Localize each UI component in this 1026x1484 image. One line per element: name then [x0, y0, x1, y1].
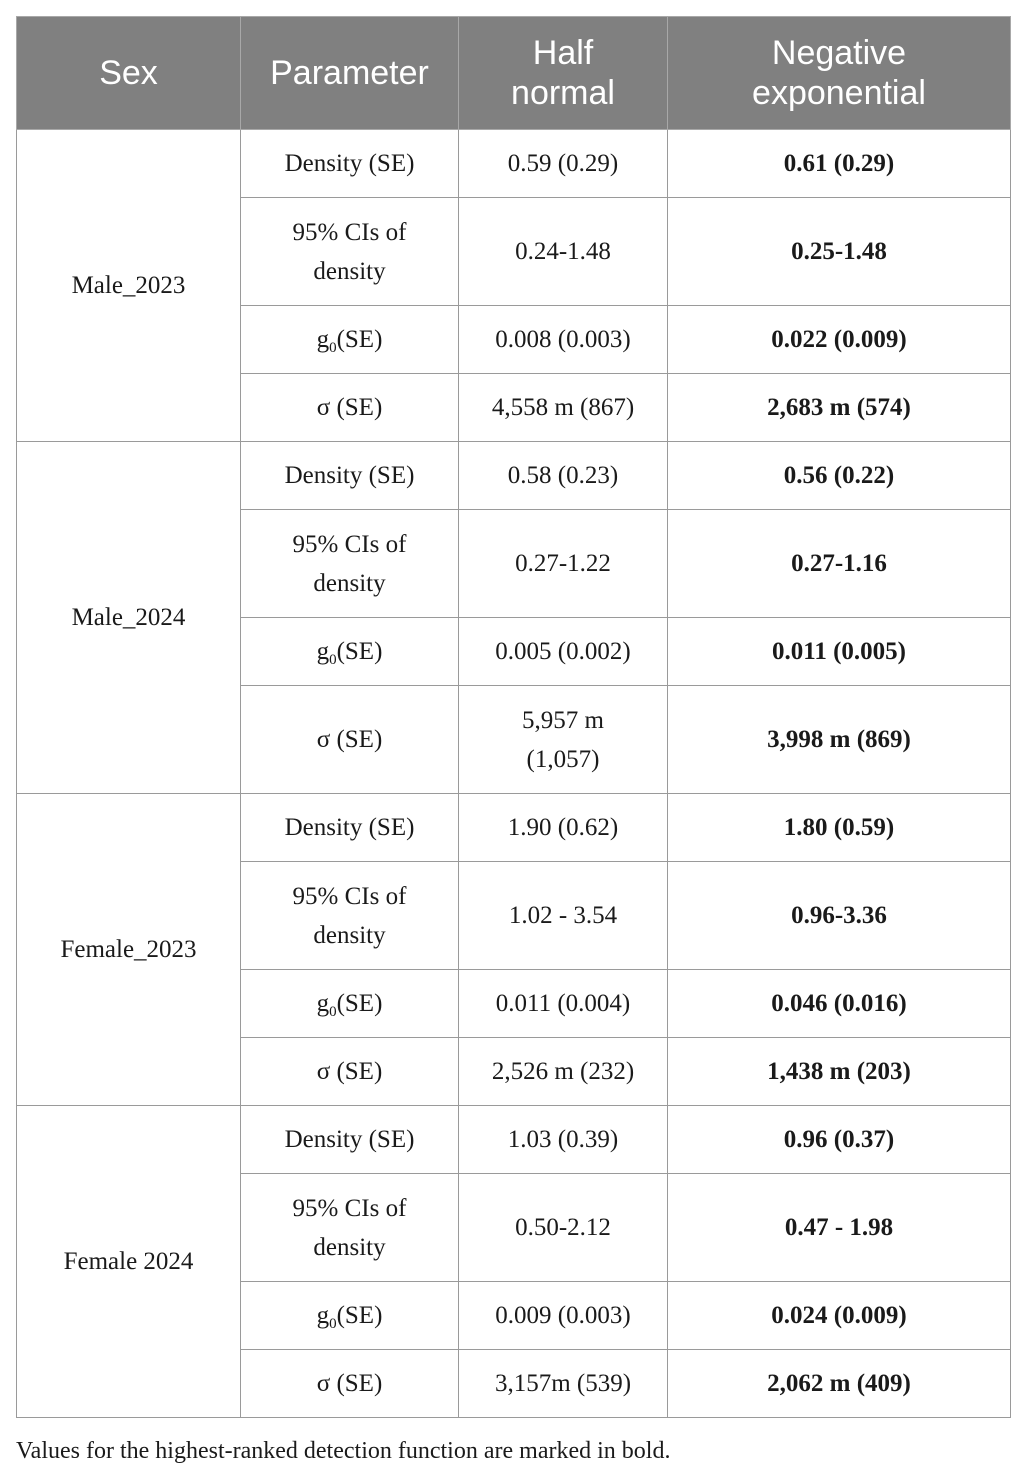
- negative-exponential-cell: 0.96 (0.37): [668, 1106, 1011, 1174]
- negative-exponential-cell: 2,062 m (409): [668, 1350, 1011, 1418]
- half-normal-cell: 1.90 (0.62): [459, 794, 668, 862]
- header-parameter: Parameter: [241, 17, 459, 130]
- parameter-cell: [241, 306, 459, 374]
- table-row: [17, 130, 1011, 198]
- header-half-normal: Half normal: [459, 17, 668, 130]
- parameter-cell: Density (SE): [241, 1106, 459, 1174]
- half-normal-cell: 0.005 (0.002): [459, 618, 668, 686]
- parameter-subscript: 0: [329, 652, 337, 668]
- sex-cell: Female 2024: [17, 1106, 241, 1418]
- half-normal-cell: 2,526 m (232): [459, 1038, 668, 1106]
- half-normal-cell: 0.011 (0.004): [459, 970, 668, 1038]
- parameter-base: g: [316, 990, 330, 1017]
- negative-exponential-cell: 3,998 m (869): [668, 686, 1011, 794]
- half-normal-cell: 0.58 (0.23): [459, 442, 668, 510]
- parameter-base: g: [316, 638, 330, 665]
- table-row: [17, 794, 1011, 862]
- half-normal-cell: 5,957 m (1,057): [459, 686, 668, 794]
- negative-exponential-cell: 0.046 (0.016): [668, 970, 1011, 1038]
- parameter-cell: Density (SE): [241, 794, 459, 862]
- parameter-subscript: 0: [329, 1004, 337, 1020]
- parameter-subscript: 0: [329, 340, 337, 356]
- parameter-tail: (SE): [336, 326, 383, 353]
- table-row: [17, 442, 1011, 510]
- parameter-cell: Density (SE): [241, 130, 459, 198]
- half-normal-cell: 0.008 (0.003): [459, 306, 668, 374]
- parameter-cell: 95% CIs of density: [241, 510, 459, 618]
- header-row: [17, 17, 1011, 130]
- parameter-tail: (SE): [336, 638, 383, 665]
- negative-exponential-cell: 1.80 (0.59): [668, 794, 1011, 862]
- header-negative-exponential: Negative exponential: [668, 17, 1011, 130]
- parameter-base: g: [316, 1302, 330, 1329]
- parameter-cell: 95% CIs of density: [241, 862, 459, 970]
- half-normal-cell: 3,157m (539): [459, 1350, 668, 1418]
- half-normal-cell: 1.02 - 3.54: [459, 862, 668, 970]
- results-table: [16, 16, 1011, 1418]
- parameter-cell: σ (SE): [241, 686, 459, 794]
- negative-exponential-cell: 1,438 m (203): [668, 1038, 1011, 1106]
- table-row: [17, 1106, 1011, 1174]
- half-normal-cell: 0.59 (0.29): [459, 130, 668, 198]
- negative-exponential-cell: 0.56 (0.22): [668, 442, 1011, 510]
- parameter-cell: Density (SE): [241, 442, 459, 510]
- half-normal-cell: 0.009 (0.003): [459, 1282, 668, 1350]
- half-normal-cell: 1.03 (0.39): [459, 1106, 668, 1174]
- sex-cell: Male_2024: [17, 442, 241, 794]
- parameter-base: g: [316, 326, 330, 353]
- half-normal-cell: 0.27-1.22: [459, 510, 668, 618]
- negative-exponential-cell: 0.022 (0.009): [668, 306, 1011, 374]
- table-footnote: Values for the highest-ranked detection function are marked in bold.: [16, 1438, 671, 1464]
- negative-exponential-cell: 0.25-1.48: [668, 198, 1011, 306]
- negative-exponential-cell: 0.024 (0.009): [668, 1282, 1011, 1350]
- negative-exponential-cell: 2,683 m (574): [668, 374, 1011, 442]
- sex-cell: Female_2023: [17, 794, 241, 1106]
- negative-exponential-cell: 0.47 - 1.98: [668, 1174, 1011, 1282]
- negative-exponential-cell: 0.27-1.16: [668, 510, 1011, 618]
- header-sex: Sex: [17, 17, 241, 130]
- parameter-cell: σ (SE): [241, 374, 459, 442]
- parameter-cell: [241, 970, 459, 1038]
- parameter-tail: (SE): [336, 990, 383, 1017]
- parameter-cell: 95% CIs of density: [241, 1174, 459, 1282]
- parameter-cell: 95% CIs of density: [241, 198, 459, 306]
- parameter-tail: (SE): [336, 1302, 383, 1329]
- parameter-cell: σ (SE): [241, 1038, 459, 1106]
- half-normal-cell: 0.24-1.48: [459, 198, 668, 306]
- half-normal-cell: 4,558 m (867): [459, 374, 668, 442]
- negative-exponential-cell: 0.011 (0.005): [668, 618, 1011, 686]
- parameter-cell: [241, 618, 459, 686]
- sex-cell: Male_2023: [17, 130, 241, 442]
- parameter-subscript: 0: [329, 1316, 337, 1332]
- negative-exponential-cell: 0.96-3.36: [668, 862, 1011, 970]
- parameter-cell: [241, 1282, 459, 1350]
- parameter-cell: σ (SE): [241, 1350, 459, 1418]
- half-normal-cell: 0.50-2.12: [459, 1174, 668, 1282]
- negative-exponential-cell: 0.61 (0.29): [668, 130, 1011, 198]
